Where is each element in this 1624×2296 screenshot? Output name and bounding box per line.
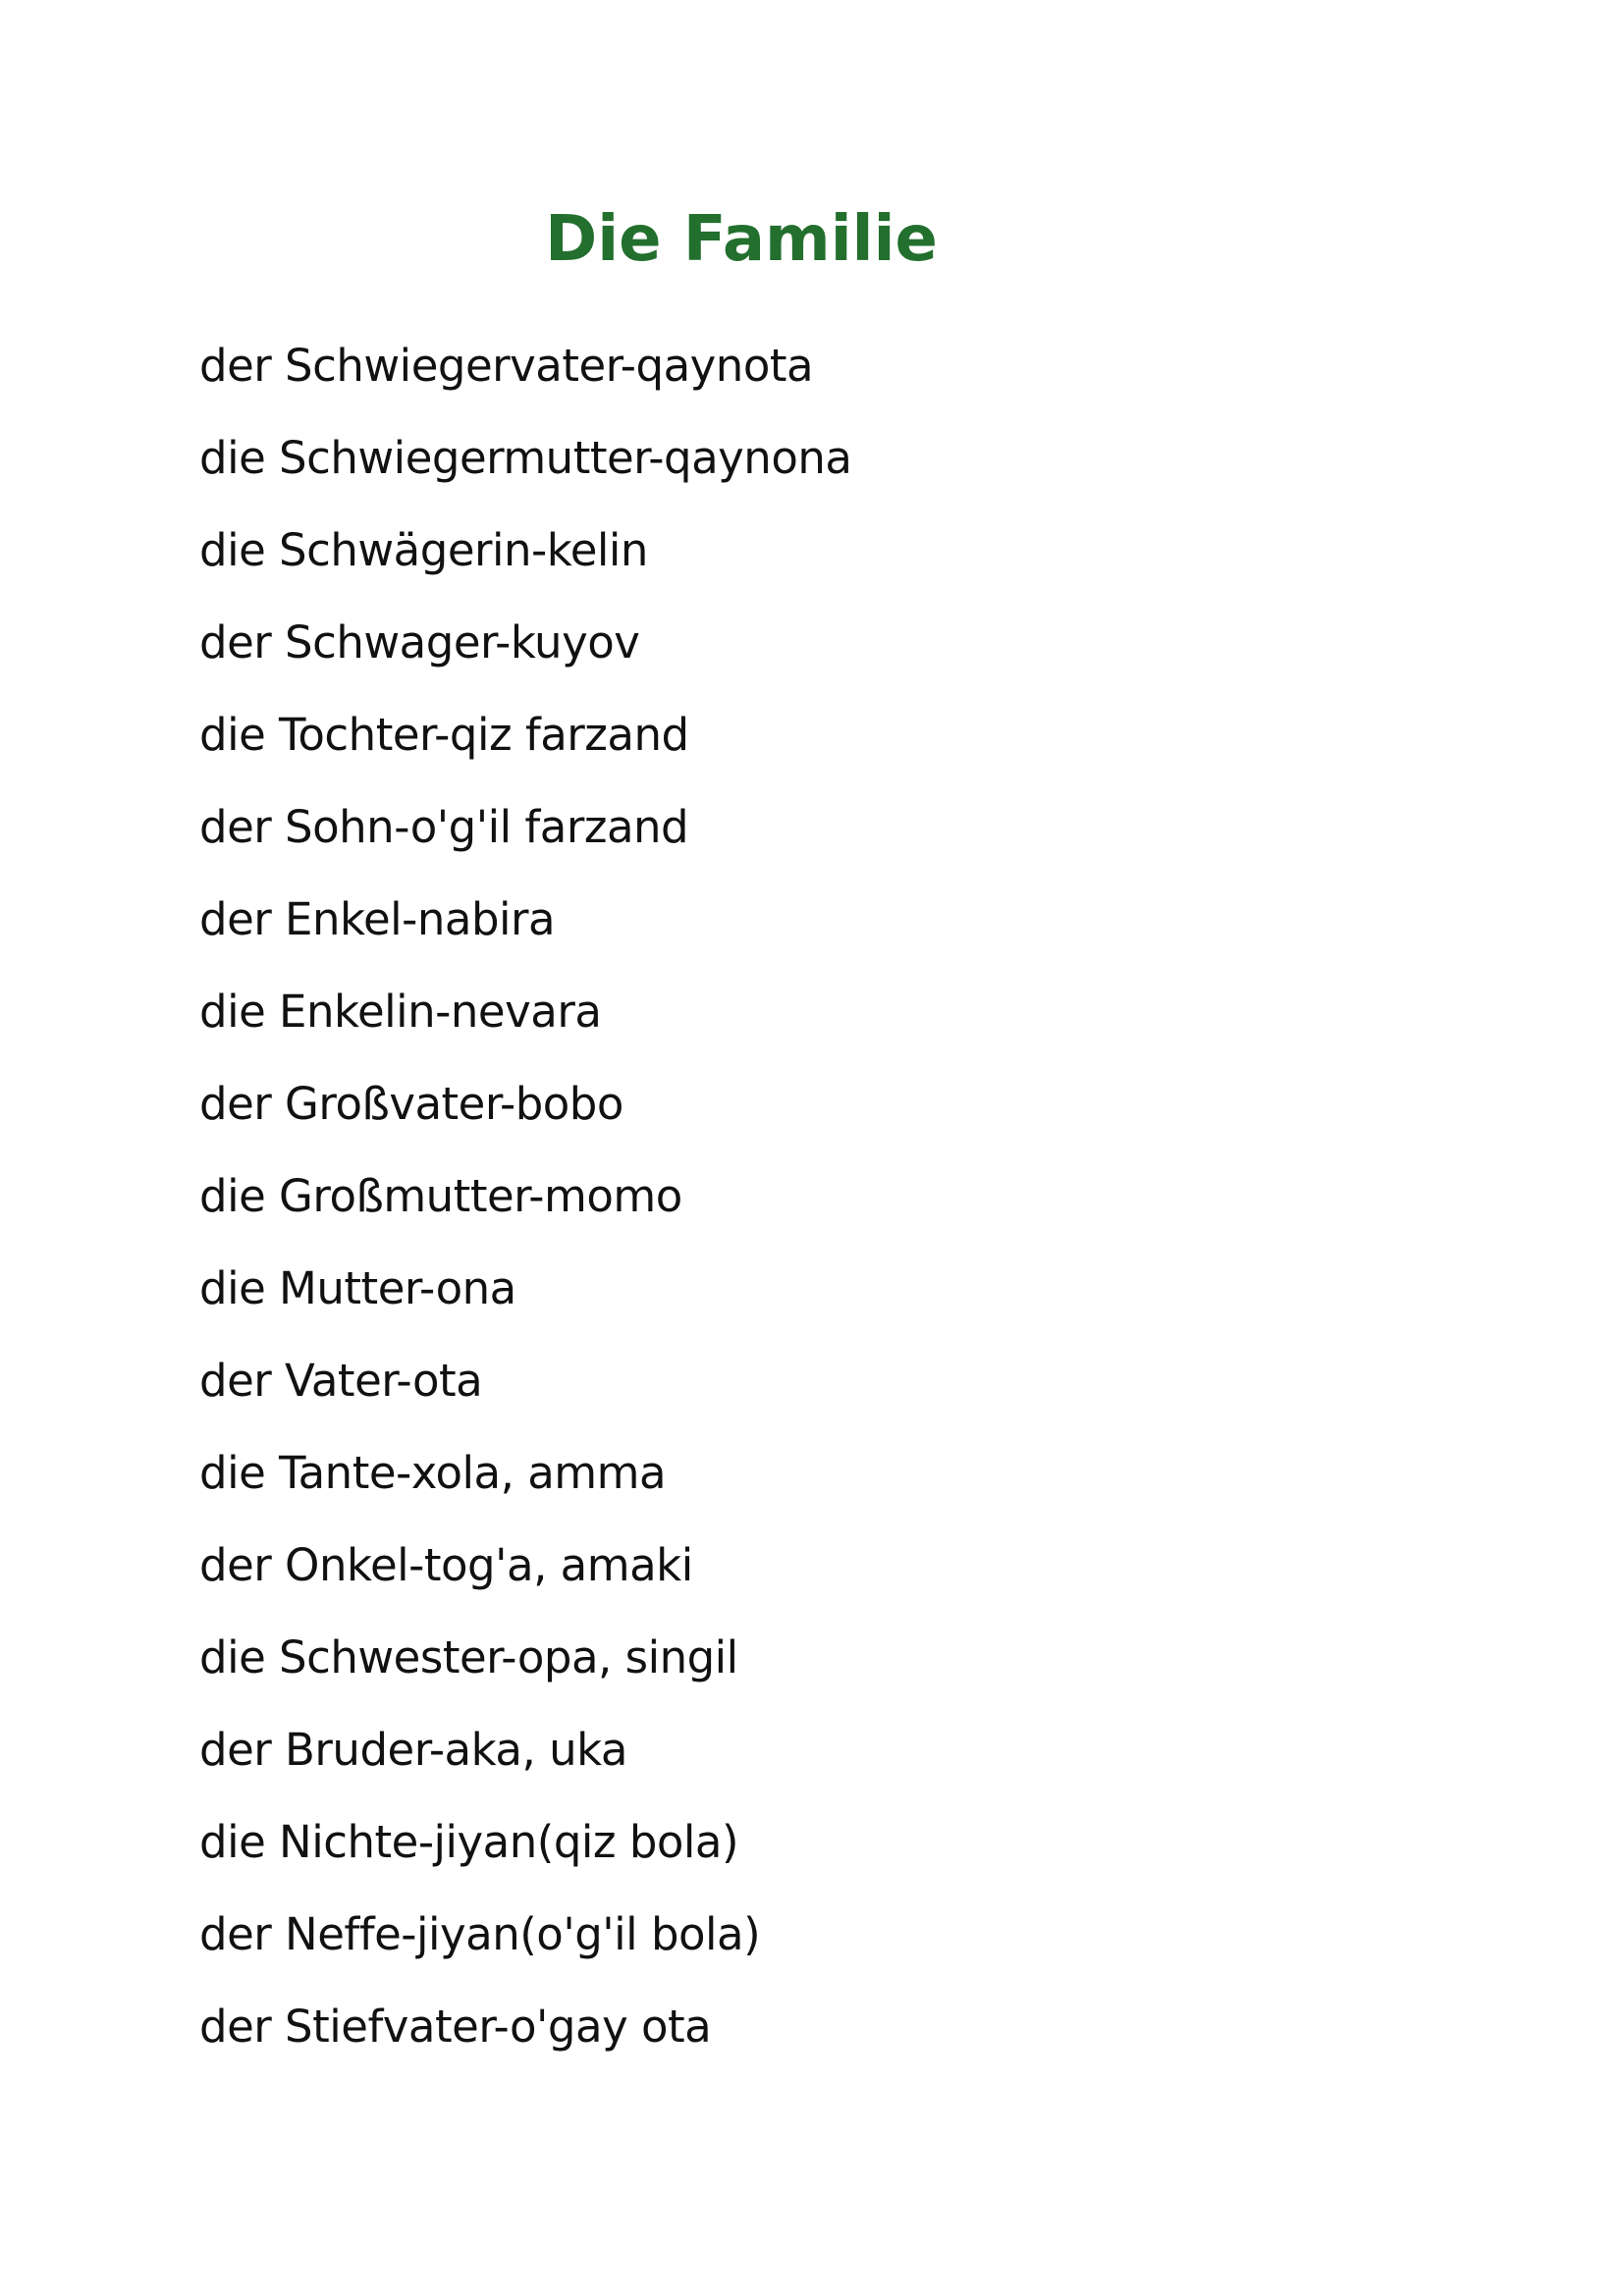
vocabulary-entry: die Tochter-qiz farzand	[199, 709, 689, 761]
vocabulary-entry: der Schwiegervater-qaynota	[199, 340, 814, 392]
vocabulary-entry: der Sohn-o'g'il farzand	[199, 801, 689, 853]
vocabulary-entry: die Großmutter-momo	[199, 1170, 682, 1222]
vocabulary-entry: der Onkel-tog'a, amaki	[199, 1539, 693, 1591]
vocabulary-entry: die Mutter-ona	[199, 1262, 516, 1314]
vocabulary-entry: die Schwägerin-kelin	[199, 524, 648, 576]
page-title: Die Familie	[545, 203, 938, 276]
vocabulary-entry: der Vater-ota	[199, 1355, 483, 1407]
vocabulary-entry: der Großvater-bobo	[199, 1078, 623, 1130]
vocabulary-entry: der Neffe-jiyan(o'g'il bola)	[199, 1908, 761, 1960]
vocabulary-entry: die Schwiegermutter-qaynona	[199, 432, 852, 484]
vocabulary-entry: der Bruder-aka, uka	[199, 1724, 627, 1776]
vocabulary-entry: der Enkel-nabira	[199, 893, 556, 945]
vocabulary-entry: die Schwester-opa, singil	[199, 1631, 738, 1683]
vocabulary-entry: die Tante-xola, amma	[199, 1447, 667, 1499]
vocabulary-entry: die Enkelin-nevara	[199, 986, 602, 1038]
vocabulary-list	[199, 320, 851, 2073]
vocabulary-entry: der Schwager-kuyov	[199, 616, 640, 668]
vocabulary-entry: die Nichte-jiyan(qiz bola)	[199, 1816, 739, 1868]
vocabulary-entry: der Stiefvater-o'gay ota	[199, 2001, 712, 2053]
